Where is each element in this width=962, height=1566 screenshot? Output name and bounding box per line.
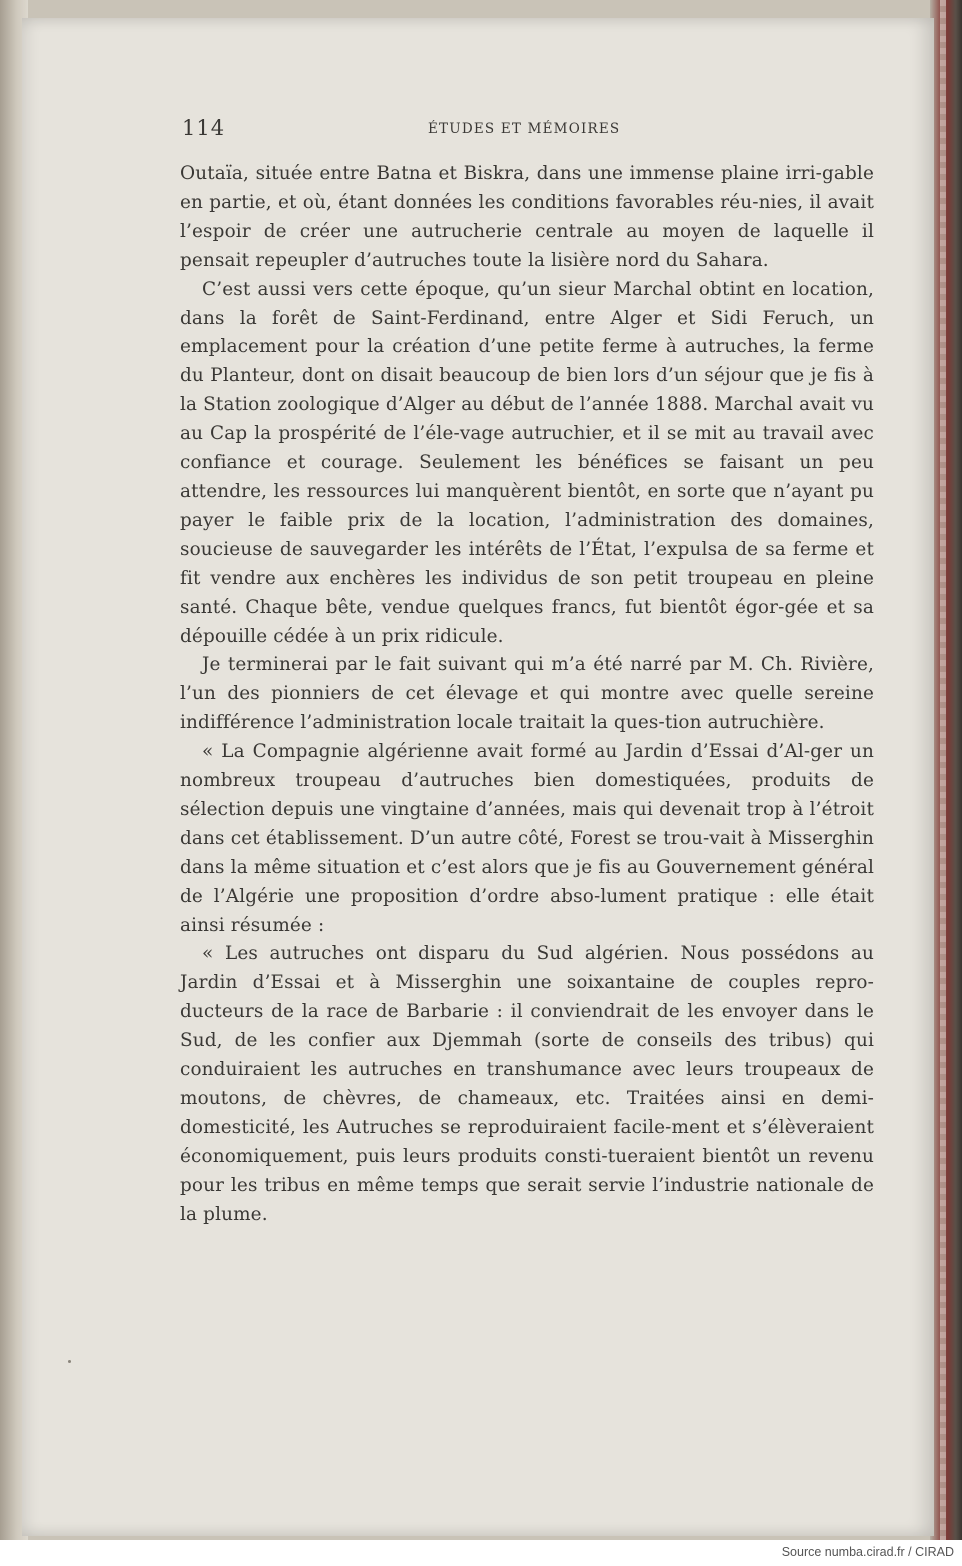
- book-edge-right: [930, 0, 962, 1540]
- page-number: 114: [182, 116, 226, 140]
- source-credit: Source numba.cirad.fr / CIRAD: [781, 1545, 954, 1559]
- page-stack-edge: [940, 0, 946, 1540]
- running-head: ÉTUDES ET MÉMOIRES: [428, 121, 621, 137]
- paragraph-2: C’est aussi vers cette époque, qu’un sieur Marchal obtint en location, dans la forêt de Saint-Ferdinand, entre Alger et Sidi Feruch, un emplacement pour la création d’une petite ferme à autruches, la ferme du Planteur, dont on disait beaucoup de bien lors d’un séjour que je fis à la Station zoologique d’Alger au début de l’année 1888. Marchal avait vu au Cap la prospérité de l’éle-vage autruchier, et il se mit au travail avec confiance et courage. Seulement les bénéfices se faisant un peu attendre, les ressources lui manquèrent bientôt, en sorte que n’ayant pu payer le faible prix de la location, l’administration des domaines, soucieuse de sauvegarder les intérêts de l’État, l’expulsa de sa ferme et fit vendre aux enchères les individus de son petit troupeau en pleine santé. Chaque bête, vendue quelques francs, fut bientôt égor-gée et sa dépouille cédée à un prix ridicule.: [180, 278, 874, 647]
- paragraph-3: Je terminerai par le fait suivant qui m’a été narré par M. Ch. Rivière, l’un des pionniers de cet élevage et qui montre avec quelle sereine indifférence l’administration locale traitait la ques-tion autruchière.: [180, 654, 874, 734]
- body-text: [180, 160, 874, 1230]
- paragraph-4: « La Compagnie algérienne avait formé au Jardin d’Essai d’Al-ger un nombreux troupeau d’autruches bien domestiquées, produits de sélection depuis une vingtaine d’années, mais qui devenait trop à l’étroit dans cet établissement. D’un autre côté, Forest se trou-vait à Misserghin dans la même situation et c’est alors que je fis au Gouvernement général de l’Algérie une proposition d’ordre abso-lument pratique : elle était ainsi résumée :: [180, 741, 874, 936]
- paper-speck: [68, 1360, 71, 1363]
- paragraph-5: « Les autruches ont disparu du Sud algérien. Nous possédons au Jardin d’Essai et à Misserghin une soixantaine de couples repro-ducteurs de la race de Barbarie : il conviendrait de les envoyer dans le Sud, de les confier aux Djemmah (sorte de conseils des tribus) qui conduiraient les autruches en transhumance avec leurs troupeaux de moutons, de chèvres, de chameaux, etc. Traitées ainsi en demi-domesticité, les Autruches se reproduiraient facile-ment et s’élèveraient économiquement, puis leurs produits consti-tueraient bientôt un revenu pour les tribus en même temps que serait servie l’industrie nationale de la plume.: [180, 943, 874, 1225]
- paragraph-1: Outaïa, située entre Batna et Biskra, dans une immense plaine irri-gable en partie, et où, étant données les conditions favorables réu-nies, il avait l’espoir de créer une autrucherie centrale au moyen de laquelle il pensait repeupler d’autruches toute la lisière nord du Sahara.: [180, 163, 874, 271]
